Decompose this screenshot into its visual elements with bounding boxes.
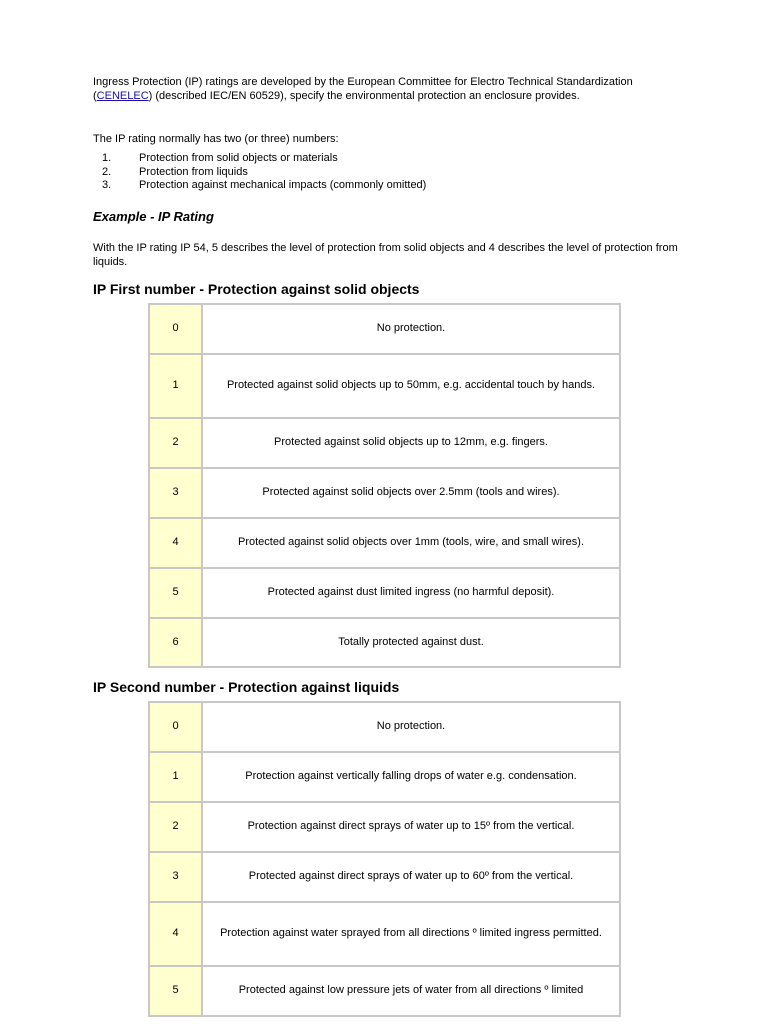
cenelec-link[interactable]: CENELEC — [96, 90, 149, 102]
list-item — [93, 166, 426, 180]
ip-description-cell: No protection. — [202, 304, 620, 354]
example-heading: Example - IP Rating — [93, 209, 214, 224]
list-item — [93, 152, 426, 166]
intro-text-before: Ingress Protection (IP) ratings are developed by the European Committee for Electro Technical Standardization ( — [93, 76, 633, 102]
table-row — [149, 304, 620, 354]
table-row — [149, 902, 620, 966]
ip-description-cell: Protected against solid objects over 2.5mm (tools and wires). — [202, 468, 620, 518]
ip-code-cell: 1 — [149, 752, 202, 802]
list-number: 3. — [102, 179, 112, 191]
table-row — [149, 518, 620, 568]
ip-code-cell: 5 — [149, 568, 202, 618]
intro-paragraph — [93, 75, 678, 103]
list-number: 1. — [102, 152, 112, 164]
ip-description-cell: Protected against dust limited ingress (no harmful deposit). — [202, 568, 620, 618]
list-text: Protection from solid objects or materials — [139, 152, 338, 164]
ip-description-cell: Protection against water sprayed from all directions º limited ingress permitted. — [202, 902, 620, 966]
ip-code-cell: 4 — [149, 902, 202, 966]
ip-code-cell: 0 — [149, 702, 202, 752]
table-row — [149, 568, 620, 618]
ip-code-cell: 1 — [149, 354, 202, 418]
table-row — [149, 966, 620, 1016]
table-row — [149, 852, 620, 902]
ip-code-cell: 2 — [149, 418, 202, 468]
first-table-heading: IP First number - Protection against solid objects — [93, 281, 420, 297]
ip-description-cell: Protected against solid objects up to 50mm, e.g. accidental touch by hands. — [202, 354, 620, 418]
table-row — [149, 354, 620, 418]
table-row — [149, 418, 620, 468]
list-number: 2. — [102, 165, 112, 178]
ip-description-cell: Protection against vertically falling drops of water e.g. condensation. — [202, 752, 620, 802]
table-row — [149, 702, 620, 752]
ip-description-cell: Protection against direct sprays of water up to 15º from the vertical. — [202, 802, 620, 852]
ip-description-cell: Protected against solid objects over 1mm (tools, wire, and small wires). — [202, 518, 620, 568]
ip-code-cell: 3 — [149, 468, 202, 518]
numbers-lead: The IP rating normally has two (or three) numbers: — [93, 133, 339, 145]
ip-code-cell: 2 — [149, 802, 202, 852]
second-table-heading: IP Second number - Protection against liquids — [93, 679, 400, 695]
ip-code-cell: 5 — [149, 966, 202, 1016]
ip-code-cell: 0 — [149, 304, 202, 354]
second-number-table — [148, 701, 621, 1017]
numbers-list — [93, 152, 426, 193]
intro-text-after: ) (described IEC/EN 60529), specify the environmental protection an enclosure provides. — [148, 90, 580, 102]
table-row — [149, 468, 620, 518]
table-row — [149, 618, 620, 667]
ip-description-cell: Totally protected against dust. — [202, 618, 620, 667]
list-item — [93, 179, 426, 193]
ip-code-cell: 3 — [149, 852, 202, 902]
ip-description-cell: No protection. — [202, 702, 620, 752]
table-row — [149, 752, 620, 802]
ip-code-cell: 4 — [149, 518, 202, 568]
ip-description-cell: Protected against solid objects up to 12mm, e.g. fingers. — [202, 418, 620, 468]
list-text: Protection from liquids — [139, 165, 248, 178]
example-text: With the IP rating IP 54, 5 describes the level of protection from solid objects and 4 describes the level of protection from liquids. — [93, 242, 678, 268]
ip-code-cell: 6 — [149, 618, 202, 667]
table-row — [149, 802, 620, 852]
ip-description-cell: Protected against direct sprays of water up to 60º from the vertical. — [202, 852, 620, 902]
ip-description-cell: Protected against low pressure jets of water from all directions º limited — [202, 966, 620, 1016]
list-text: Protection against mechanical impacts (commonly omitted) — [139, 179, 427, 191]
first-number-table — [148, 303, 621, 668]
